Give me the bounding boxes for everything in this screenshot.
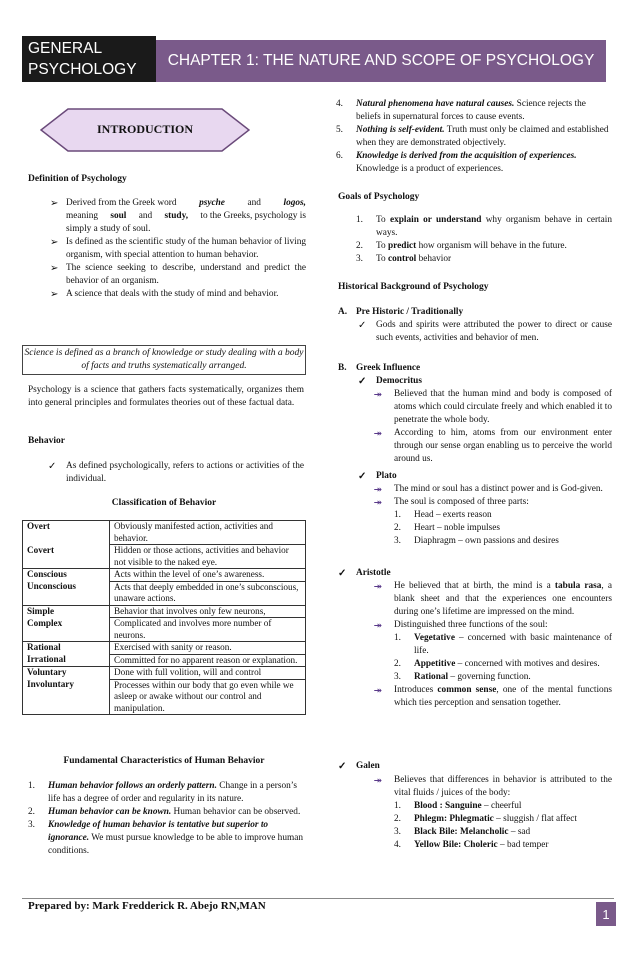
item-number: 1. xyxy=(356,215,363,225)
item-bold: Rational xyxy=(414,672,449,682)
item-number: 1. xyxy=(394,801,401,811)
list-item xyxy=(394,535,612,548)
plato-name xyxy=(358,470,397,483)
democritus-name xyxy=(358,375,422,388)
table-cell-value: Processes within our body that go even while we asleep or awake without our control and manipulation. xyxy=(110,679,306,715)
section-a-body: Gods and spirits were attributed the power to direct or cause such events, activities and behavior of men. xyxy=(376,320,612,343)
classification-title: Classification of Behavior xyxy=(111,498,217,508)
item-text: Science rejects the beliefs in supernatural forces to cause events. xyxy=(356,99,586,122)
table-cell-key: Covert xyxy=(27,544,55,555)
check-icon: ✓ xyxy=(338,761,347,772)
list-item xyxy=(374,684,612,710)
item-bold: Appetitive xyxy=(414,659,456,669)
plato-parts xyxy=(374,509,612,548)
classification-table xyxy=(22,520,306,715)
table-cell-value: Complicated and involves more number of neurons. xyxy=(110,618,306,642)
item-number: 6. xyxy=(336,151,343,161)
b1-text3: to the Greeks, psychology is xyxy=(200,211,306,221)
fundamental-list-left xyxy=(28,780,304,858)
item-bold: Vegetative xyxy=(414,633,455,643)
arrow-bullet-icon: ➢ xyxy=(50,263,59,274)
item-number: 3. xyxy=(394,672,401,682)
list-item xyxy=(28,806,304,819)
plato-label: Plato xyxy=(376,471,397,481)
table-row xyxy=(23,605,306,618)
item-text: Knowledge is a product of experiences. xyxy=(356,164,504,174)
table-cell-value: Acts that deeply embedded in one’s subconscious, unaware actions. xyxy=(110,581,306,605)
list-item xyxy=(28,819,304,858)
page-number: 1 xyxy=(596,902,616,926)
item-text: – concerned with basic maintenance of life. xyxy=(414,633,612,656)
item-text: Truth must only be claimed and established when they are demonstrated objectively. xyxy=(356,125,609,148)
item-text: behavior xyxy=(416,254,452,264)
item-text: – sluggish / flat affect xyxy=(493,814,578,824)
list-item xyxy=(394,632,612,658)
list-item xyxy=(50,288,306,301)
table-row xyxy=(23,521,306,545)
footer-divider xyxy=(22,898,614,899)
b1-psyche: psyche xyxy=(199,198,225,208)
small-arrow-icon: ⯮ xyxy=(374,775,382,786)
check-icon: ✓ xyxy=(48,461,57,472)
definition-list xyxy=(50,197,306,301)
item-bold: predict xyxy=(388,241,417,251)
section-a-text xyxy=(358,319,612,345)
item-number: 4. xyxy=(336,99,343,109)
item-text: – bad temper xyxy=(497,840,549,850)
item-bold: explain or understand xyxy=(389,215,482,225)
list-item xyxy=(50,262,306,288)
table-row xyxy=(23,545,306,569)
list-item xyxy=(374,619,612,632)
section-b-label: B. xyxy=(338,363,347,373)
list-item xyxy=(336,150,612,176)
plato-points xyxy=(374,483,612,548)
item-number: 1. xyxy=(394,510,401,520)
small-arrow-icon: ⯮ xyxy=(374,389,382,400)
b1-text: Derived from the Greek word xyxy=(66,198,177,208)
fundamental-heading: Fundamental Characteristics of Human Behavior xyxy=(63,756,265,766)
check-icon: ✓ xyxy=(358,376,367,387)
galen-fluids xyxy=(374,800,612,852)
item-text: To xyxy=(376,215,390,225)
bullet-text: A science that deals with the study of mind and behavior. xyxy=(66,289,279,299)
footer-prepared-by: Prepared by: Mark Fredderick R. Abejo RN,MAN xyxy=(28,900,266,912)
item-bold: Knowledge of human behavior is tentative but superior to ignorance. xyxy=(48,820,269,843)
b1-text4: simply a study of soul. xyxy=(66,224,151,234)
item-bold: Nothing is self-evident. xyxy=(356,125,445,135)
aristotle-functions xyxy=(374,632,612,684)
point-bold: tabula rasa xyxy=(554,581,602,591)
b1-logos: logos, xyxy=(283,198,306,208)
item-number: 2. xyxy=(394,659,401,669)
b1-text2: meaning xyxy=(66,211,99,221)
header-subject xyxy=(22,36,156,82)
behavior-bullet xyxy=(48,460,304,486)
table-row xyxy=(23,618,306,642)
list-item xyxy=(394,813,612,826)
item-text: – concerned with motives and desires. xyxy=(455,659,600,669)
table-row xyxy=(23,642,306,655)
item-text: – sad xyxy=(508,827,531,837)
list-item xyxy=(50,197,306,236)
psychology-paragraph: Psychology is a science that gathers facts systematically, organizes them into general principles and formulates theories out of these factual data. xyxy=(28,385,304,408)
point-text: The mind or soul has a distinct power and is God-given. xyxy=(394,484,603,494)
item-text: – cheerful xyxy=(481,801,522,811)
arrow-bullet-icon: ➢ xyxy=(50,237,59,248)
arrow-bullet-icon: ➢ xyxy=(50,289,59,300)
table-cell-value: Done with full volition, will and control xyxy=(110,667,306,680)
galen-name xyxy=(338,760,380,773)
behavior-bullet-text: As defined psychologically, refers to actions or activities of the individual. xyxy=(66,461,304,484)
b1-and: and xyxy=(247,198,261,208)
bullet-text: The science seeking to describe, understand and predict the behavior of an organism. xyxy=(66,263,306,286)
header-chapter-title: CHAPTER 1: THE NATURE AND SCOPE OF PSYCHOLOGY xyxy=(156,40,606,82)
fundamental-list-right xyxy=(336,98,612,176)
item-bold: Human behavior can be known. xyxy=(48,807,172,817)
section-a-title: Pre Historic / Traditionally xyxy=(356,307,464,317)
point-text: Distinguished three functions of the soul: xyxy=(394,620,548,630)
table-cell-key: Complex xyxy=(27,617,63,628)
intro-banner-label: INTRODUCTION xyxy=(96,122,193,136)
header-subject-line1: GENERAL xyxy=(28,40,103,57)
list-item xyxy=(356,214,612,240)
goals-heading: Goals of Psychology xyxy=(338,192,420,202)
democritus-label: Democritus xyxy=(376,376,422,386)
point-text: Believes that differences in behavior is attributed to the vital fluids / juices of the body: xyxy=(394,775,612,798)
item-bold: Human behavior follows an orderly pattern. xyxy=(48,781,217,791)
point-text: , a blank sheet and that the experiences one encounters during one’s lifetime are impressed on the mind. xyxy=(394,581,612,617)
list-item xyxy=(394,658,612,671)
list-item xyxy=(374,774,612,800)
table-cell-key: Rational xyxy=(23,642,110,655)
point-text: He believed that at birth, the mind is a xyxy=(394,581,555,591)
democritus-points xyxy=(374,388,612,466)
item-text: Head – exerts reason xyxy=(414,510,492,520)
table-row xyxy=(23,679,306,715)
behavior-heading: Behavior xyxy=(28,436,65,446)
item-text: why organism behave in certain ways. xyxy=(376,215,612,238)
table-cell-value: Acts within the level of one’s awareness. xyxy=(110,569,306,582)
item-text: Change in a person’s life has a degree of order and regularity in its nature. xyxy=(48,781,297,804)
item-text: – governing function. xyxy=(448,672,531,682)
intro-banner xyxy=(40,108,250,152)
section-b-title: Greek Influence xyxy=(356,363,421,373)
arrow-bullet-icon: ➢ xyxy=(50,198,59,209)
table-row xyxy=(23,569,306,582)
item-text: To xyxy=(376,241,389,251)
item-number: 3. xyxy=(356,254,363,264)
item-bold: Blood : Sanguine xyxy=(414,801,482,811)
aristotle-label: Aristotle xyxy=(356,568,391,578)
header-subject-line2: PSYCHOLOGY xyxy=(28,61,137,78)
small-arrow-icon: ⯮ xyxy=(374,428,382,439)
item-text: how organism will behave in the future. xyxy=(416,241,567,251)
item-text: Heart – noble impulses xyxy=(414,523,500,533)
table-cell-key: Voluntary xyxy=(23,667,110,680)
definition-box: Science is defined as a branch of knowledge or study dealing with a body of facts and truths systematically arranged. xyxy=(22,345,306,375)
item-number: 4. xyxy=(394,840,401,850)
item-number: 3. xyxy=(394,536,401,546)
table-cell-key: Irrational xyxy=(27,654,66,664)
table-cell-value: Obviously manifested action, activities and behavior. xyxy=(110,521,306,545)
list-item xyxy=(394,826,612,839)
list-item xyxy=(50,236,306,262)
item-number: 2. xyxy=(394,523,401,533)
point-text: The soul is composed of three parts: xyxy=(394,497,529,507)
list-item xyxy=(28,780,304,806)
table-cell-value: Hidden or those actions, activities and behavior not visible to the naked eye. xyxy=(110,545,306,569)
item-number: 3. xyxy=(28,820,35,830)
item-bold: control xyxy=(388,254,417,264)
b1-and2: and xyxy=(138,211,153,221)
list-item xyxy=(356,253,612,266)
list-item xyxy=(394,839,612,852)
list-item xyxy=(374,580,612,619)
list-item xyxy=(356,240,612,253)
check-icon: ✓ xyxy=(358,320,367,331)
list-item xyxy=(394,509,612,522)
point-text: According to him, atoms from our environment enter through our sense organ enabling us to perceive the world around us. xyxy=(394,428,612,464)
table-row xyxy=(23,654,306,667)
item-number: 1. xyxy=(394,633,401,643)
table-row xyxy=(23,581,306,605)
item-text: Human behavior can be observed. xyxy=(171,807,301,817)
definition-heading: Definition of Psychology xyxy=(28,174,127,184)
aristotle-points xyxy=(374,580,612,710)
item-bold: Black Bile: Melancholic xyxy=(414,827,509,837)
goals-list xyxy=(356,214,612,266)
item-text: To xyxy=(376,254,389,264)
item-number: 3. xyxy=(394,827,401,837)
list-item xyxy=(394,671,612,684)
point-text: Believed that the human mind and body is composed of atoms which could circulate freely and which enabled it to penetrate the whole body. xyxy=(394,389,612,425)
item-text: We must pursue knowledge to be able to improve human conditions. xyxy=(48,833,303,856)
table-row xyxy=(23,667,306,680)
item-bold: Yellow Bile: Choleric xyxy=(414,840,498,850)
check-icon: ✓ xyxy=(338,568,347,579)
item-bold: Natural phenomena have natural causes. xyxy=(356,99,515,109)
list-item xyxy=(394,800,612,813)
aristotle-name xyxy=(338,567,391,580)
item-bold: Phlegm: Phlegmatic xyxy=(414,814,494,824)
item-bold: Knowledge is derived from the acquisition of experiences. xyxy=(356,151,577,161)
item-text: Diaphragm – own passions and desires xyxy=(414,536,559,546)
table-cell-value: Behavior that involves only few neurons, xyxy=(110,605,306,618)
table-cell-key: Involuntary xyxy=(23,679,110,715)
table-cell-key: Unconscious xyxy=(27,581,77,591)
small-arrow-icon: ⯮ xyxy=(374,620,382,631)
list-item xyxy=(374,388,612,427)
history-heading: Historical Background of Psychology xyxy=(338,282,489,292)
small-arrow-icon: ⯮ xyxy=(374,685,382,696)
galen-points xyxy=(374,774,612,852)
list-item xyxy=(394,522,612,535)
small-arrow-icon: ⯮ xyxy=(374,497,382,508)
list-item xyxy=(374,483,612,496)
table-cell-key: Conscious xyxy=(23,569,110,582)
small-arrow-icon: ⯮ xyxy=(374,581,382,592)
list-item xyxy=(336,124,612,150)
b1-study: study, xyxy=(164,211,189,221)
list-item xyxy=(336,98,612,124)
check-icon: ✓ xyxy=(358,471,367,482)
item-number: 5. xyxy=(336,125,343,135)
table-cell-value: Exercised with sanity or reason. xyxy=(110,642,306,655)
point-bold: common sense xyxy=(437,685,497,695)
galen-label: Galen xyxy=(356,761,380,771)
item-number: 1. xyxy=(28,781,35,791)
b1-soul: soul xyxy=(110,211,127,221)
section-a-label: A. xyxy=(338,307,348,317)
point-text: , one of the mental functions which ties perception and sensation together. xyxy=(394,685,612,708)
table-cell-key: Overt xyxy=(23,521,110,545)
table-cell-key: Simple xyxy=(23,605,110,618)
point-text: Introduces xyxy=(394,685,438,695)
small-arrow-icon: ⯮ xyxy=(374,484,382,495)
item-number: 2. xyxy=(394,814,401,824)
bullet-text: Is defined as the scientific study of the human behavior of living organism, with special attention to human behavior. xyxy=(66,237,306,260)
list-item xyxy=(374,496,612,509)
list-item xyxy=(374,427,612,466)
item-number: 2. xyxy=(356,241,363,251)
item-number: 2. xyxy=(28,807,35,817)
table-cell-value: Committed for no apparent reason or explanation. xyxy=(110,654,306,667)
